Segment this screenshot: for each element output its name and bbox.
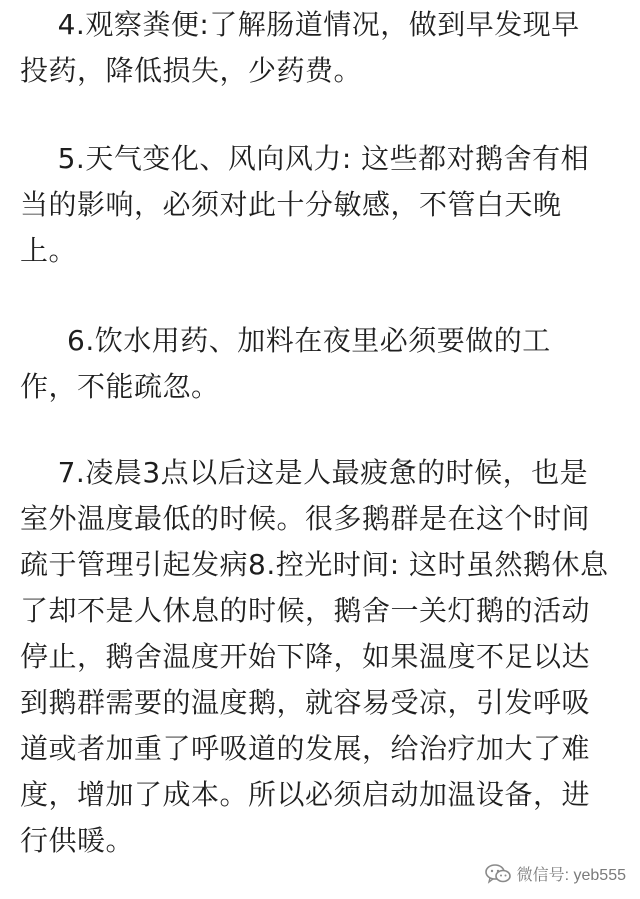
- wechat-icon: [485, 864, 511, 884]
- paragraph-5: [20, 136, 625, 274]
- paragraph-6: [20, 318, 625, 410]
- text-line: 投药，降低损失，少药费。: [20, 54, 363, 87]
- text-line: 到鹅群需要的温度鹅，就容易受凉，引发呼吸: [20, 686, 591, 719]
- text-line: 疏于管理引起发病8.控光时间: 这时虽然鹅休息: [20, 548, 609, 581]
- text-line: 6.饮水用药、加料在夜里必须要做的工: [20, 324, 551, 357]
- text-line: 室外温度最低的时候。很多鹅群是在这个时间: [20, 502, 591, 535]
- text-line: 上。: [20, 234, 78, 267]
- text-line: 道或者加重了呼吸道的发展，给治疗加大了难: [20, 732, 591, 765]
- text-line: 7.凌晨3点以后这是人最疲惫的时候，也是: [20, 456, 589, 489]
- text-line: 了却不是人休息的时候，鹅舍一关灯鹅的活动: [20, 594, 591, 627]
- text-line: 当的影响，必须对此十分敏感，不管白天晚: [20, 188, 562, 221]
- text-line: 行供暖。: [20, 824, 135, 857]
- text-line: 停止，鹅舍温度开始下降，如果温度不足以达: [20, 640, 591, 673]
- text-line: 4.观察粪便:了解肠道情况，做到早发现早: [20, 8, 580, 41]
- paragraph-4: [20, 2, 625, 94]
- text-line: 作，不能疏忽。: [20, 370, 220, 403]
- paragraph-7: [20, 450, 625, 864]
- text-line: 度，增加了成本。所以必须启动加温设备，进: [20, 778, 591, 811]
- text-line: 5.天气变化、风向风力: 这些都对鹅舍有相: [20, 142, 590, 175]
- wechat-watermark: [485, 862, 626, 885]
- watermark-text: 微信号: yeb555: [516, 867, 626, 884]
